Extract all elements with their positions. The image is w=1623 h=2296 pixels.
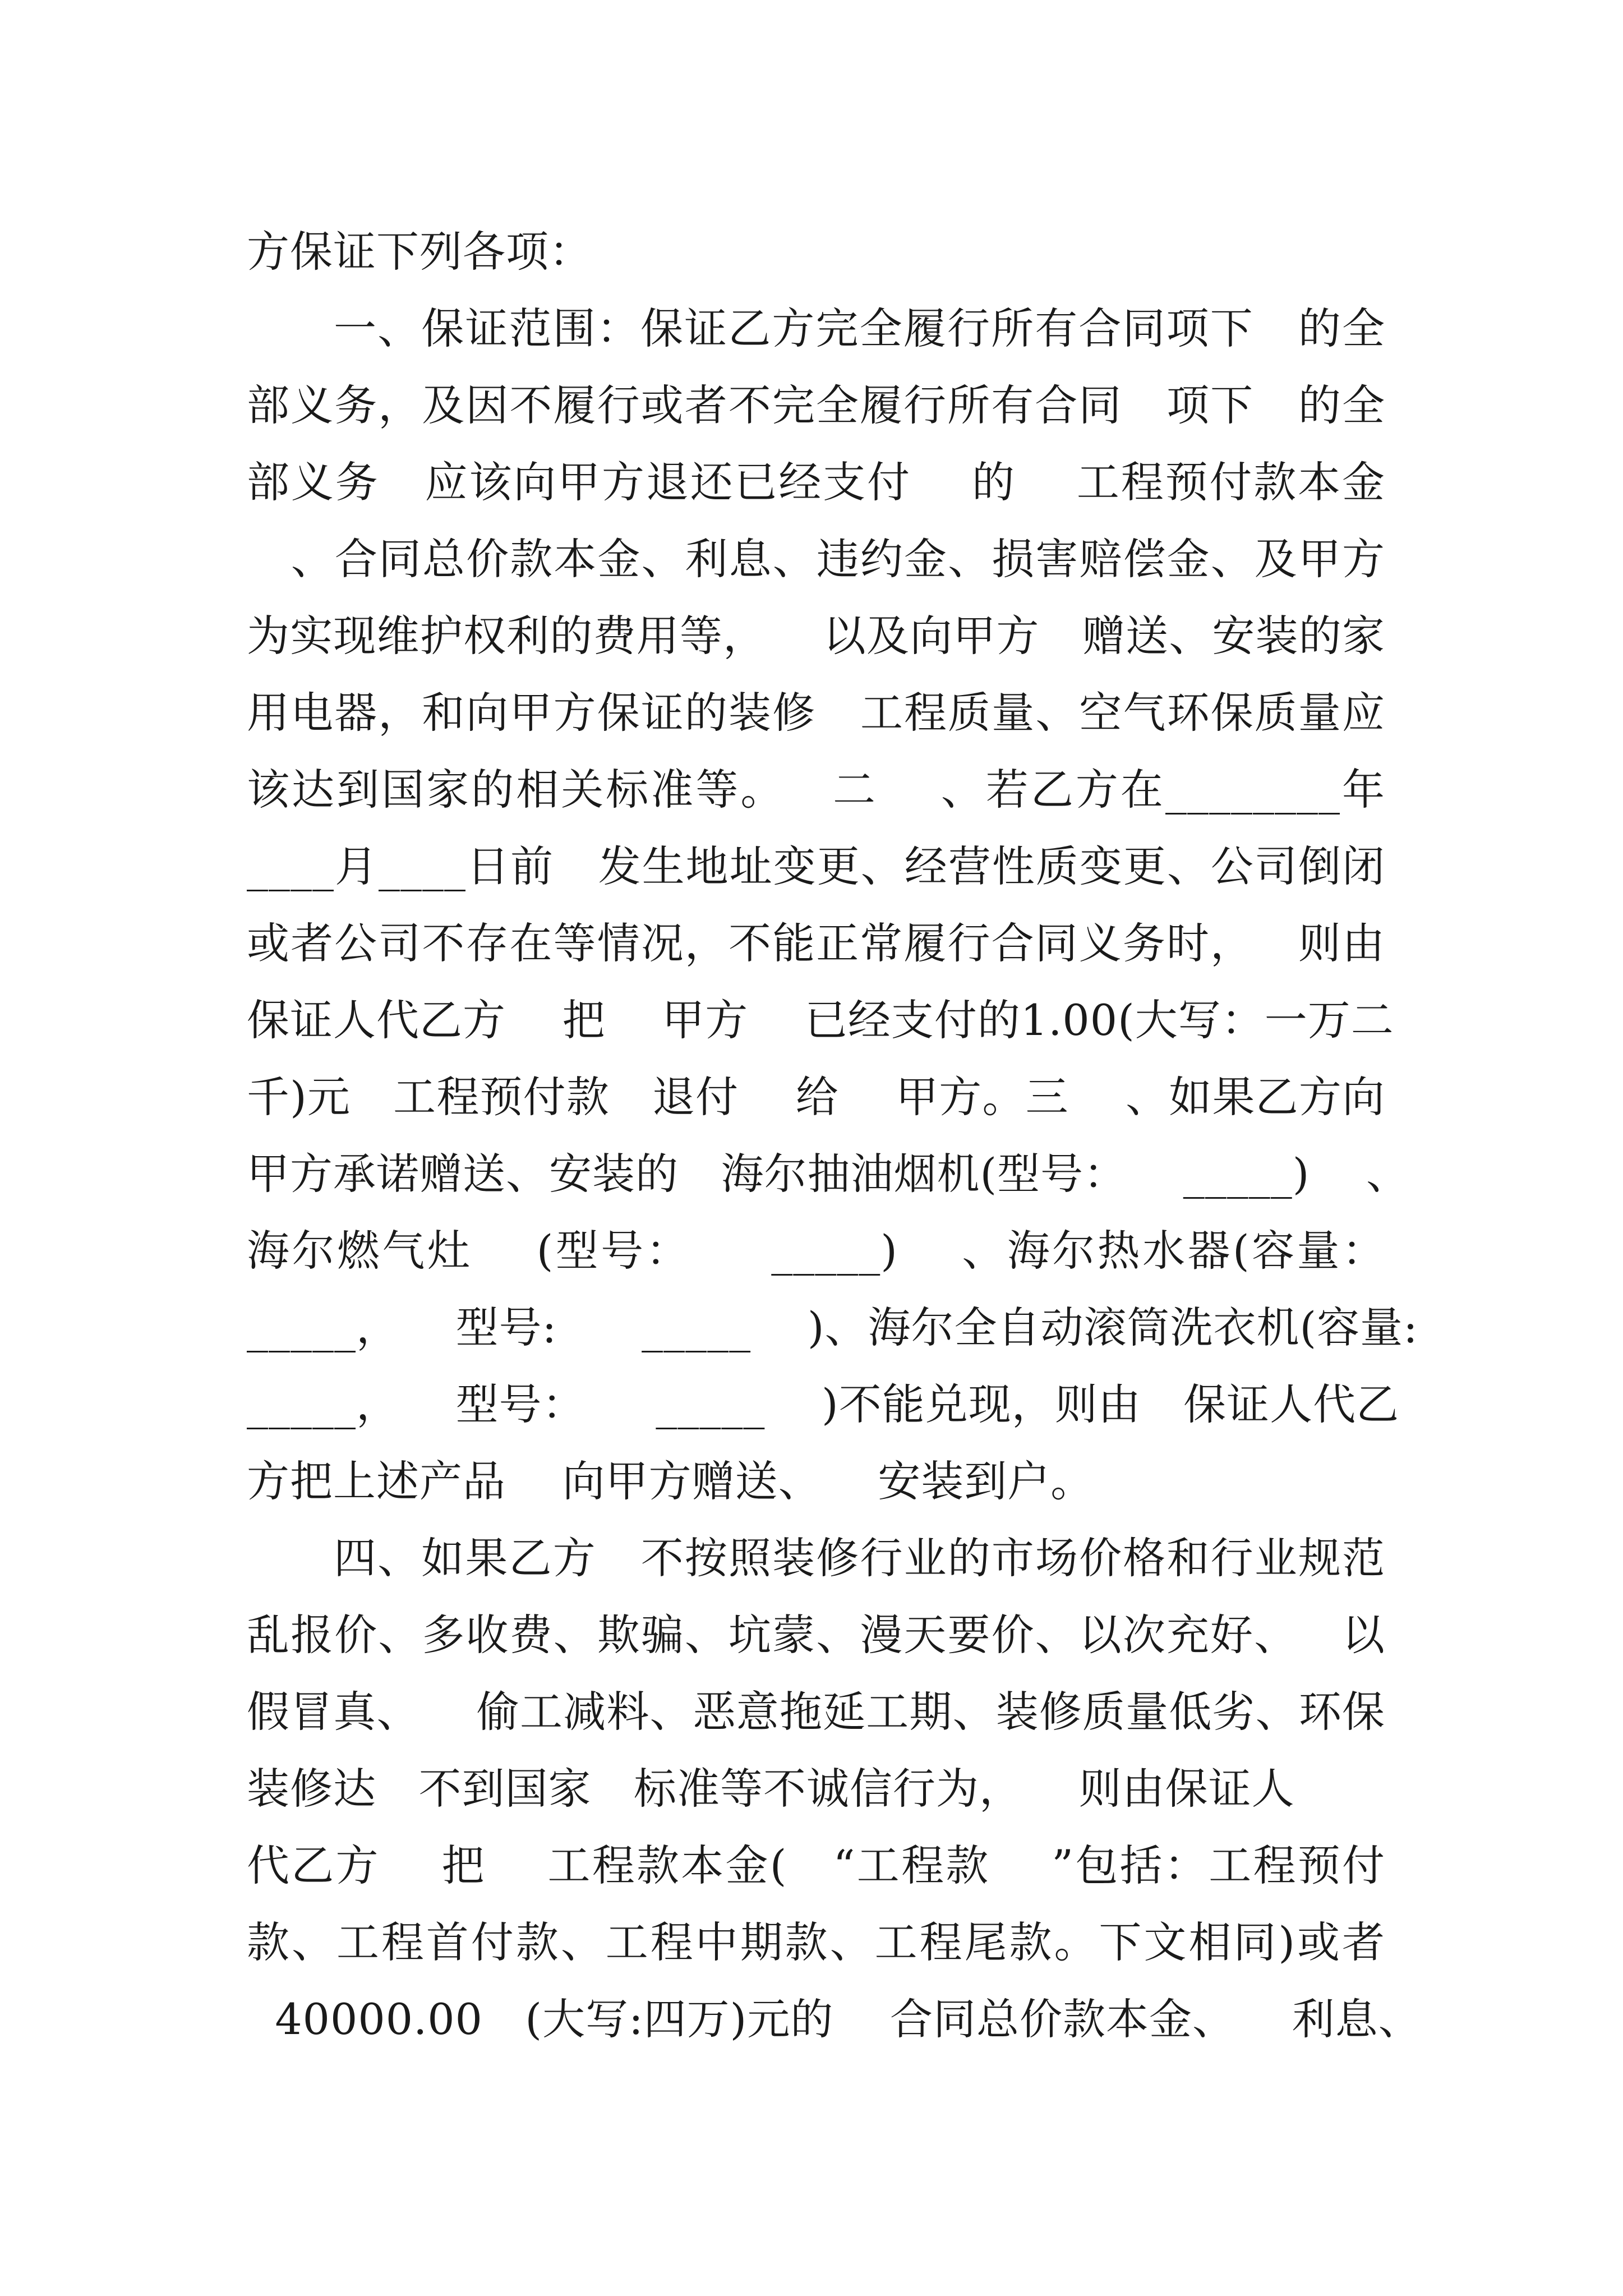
text-line-18: 四、如果乙方 不按照装修行业的市场价格和行业规范 [334, 1533, 1385, 1583]
text-line-1: 方保证下列各项： [247, 227, 592, 277]
text-line-24: 40000.00 (大写:四万)元的 合同总价款本金、 利息、 [247, 1994, 1422, 2044]
text-line-21: 装修达 不到国家 标准等不诚信行为， 则由保证人 [247, 1764, 1295, 1814]
text-line-15: _____， 型号: _____ )、海尔全自动滚筒洗衣机(容量: [247, 1303, 1418, 1352]
text-line-19: 乱报价、多收费、欺骗、坑蒙、漫天要价、以次充好、 以 [247, 1610, 1385, 1660]
text-line-17: 方把上述产品 向甲方赠送、 安装到户。 [247, 1456, 1094, 1506]
text-line-2: 一、保证范围：保证乙方完全履行所有合同项下 的全 [334, 303, 1385, 353]
text-line-12: 千)元 工程预付款 退付 给 甲方。三 、如果乙方向 [247, 1072, 1385, 1122]
text-line-4: 部义务 应该向甲方退还已经支付 的 工程预付款本金 [247, 457, 1385, 507]
text-line-8: 该达到国家的相关标准等。 二 、若乙方在________年 [247, 765, 1385, 815]
text-line-22: 代乙方 把 工程款本金( “工程款 ”包括：工程预付 [247, 1841, 1385, 1890]
text-line-14: 海尔燃气灶 (型号： _____) 、海尔热水器(容量： [247, 1226, 1385, 1276]
text-line-5: 、合同总价款本金、利息、违约金、损害赔偿金、及甲方 [247, 534, 1385, 584]
text-line-10: 或者公司不存在等情况，不能正常履行合同义务时， 则由 [247, 918, 1385, 968]
text-line-20: 假冒真、 偷工减料、恶意拖延工期、装修质量低劣、环保 [247, 1687, 1385, 1737]
text-line-3: 部义务，及因不履行或者不完全履行所有合同 项下 的全 [247, 380, 1385, 430]
text-line-23: 款、工程首付款、工程中期款、工程尾款。下文相同)或者 [247, 1917, 1385, 1967]
text-line-11: 保证人代乙方 把 甲方 已经支付的1.00(大写：一万二 [247, 995, 1394, 1045]
text-line-7: 用电器，和向甲方保证的装修 工程质量、空气环保质量应 [247, 688, 1385, 738]
text-line-16: _____， 型号： _____ )不能兑现，则由 保证人代乙 [247, 1379, 1400, 1429]
text-line-13: 甲方承诺赠送、安装的 海尔抽油烟机(型号： _____) 、 [247, 1149, 1410, 1199]
document-body [247, 213, 1422, 2058]
text-line-6: 为实现维护权利的费用等， 以及向甲方 赠送、安装的家 [247, 611, 1385, 661]
text-line-9: ____月____日前 发生地址变更、经营性质变更、公司倒闭 [247, 841, 1385, 891]
